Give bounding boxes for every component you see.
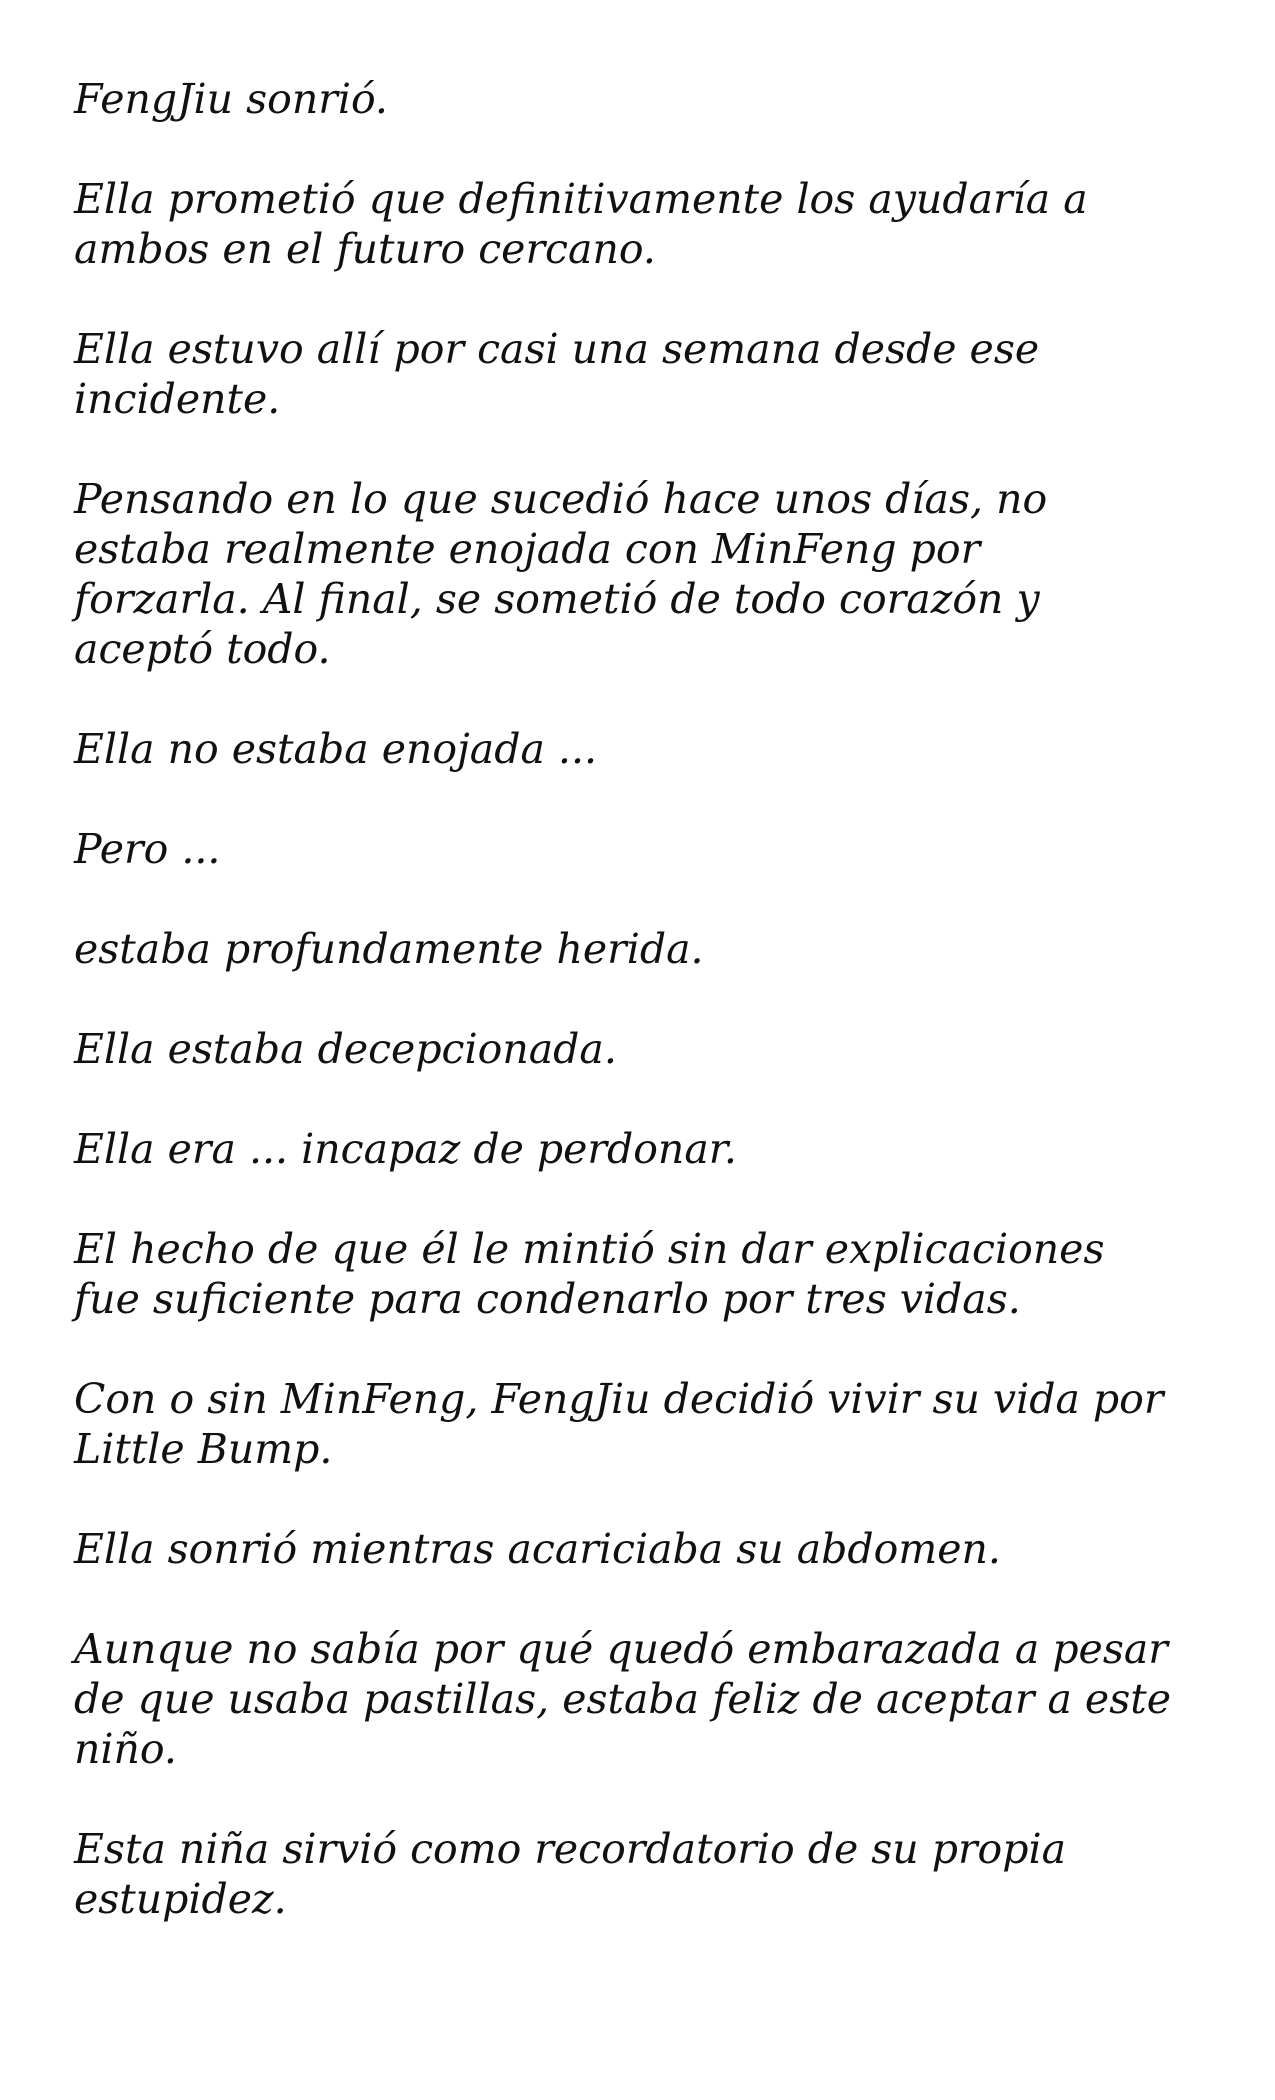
paragraph: Ella era ... incapaz de perdonar. xyxy=(74,1125,737,1173)
paragraph: estaba profundamente herida. xyxy=(74,925,704,973)
paragraph: Ella prometió que definitivamente los ayudaría a ambos en el futuro cercano. xyxy=(74,175,1088,273)
paragraph: Aunque no sabía por qué quedó embarazada a pesar de que usaba pastillas, estaba feliz de aceptar a este niño. xyxy=(74,1625,1171,1773)
paragraph: El hecho de que él le mintió sin dar explicaciones fue suficiente para condenarlo por tres vidas. xyxy=(74,1225,1105,1323)
paragraph: Ella estuvo allí por casi una semana desde ese incidente. xyxy=(74,325,1040,423)
paragraph: Esta niña sirvió como recordatorio de su propia estupidez. xyxy=(74,1825,1067,1923)
paragraph: Con o sin MinFeng, FengJiu decidió vivir su vida por Little Bump. xyxy=(74,1375,1164,1473)
paragraph: Pero ... xyxy=(74,825,221,873)
paragraph: Ella estaba decepcionada. xyxy=(74,1025,617,1073)
paragraph: Pensando en lo que sucedió hace unos días, no estaba realmente enojada con MinFeng por forzarla. Al final, se sometió de todo corazón y aceptó todo. xyxy=(74,475,1048,673)
paragraph: Ella sonrió mientras acariciaba su abdomen. xyxy=(74,1525,1001,1573)
paragraph: FengJiu sonrió. xyxy=(74,75,388,123)
paragraph: Ella no estaba enojada ... xyxy=(74,725,598,773)
